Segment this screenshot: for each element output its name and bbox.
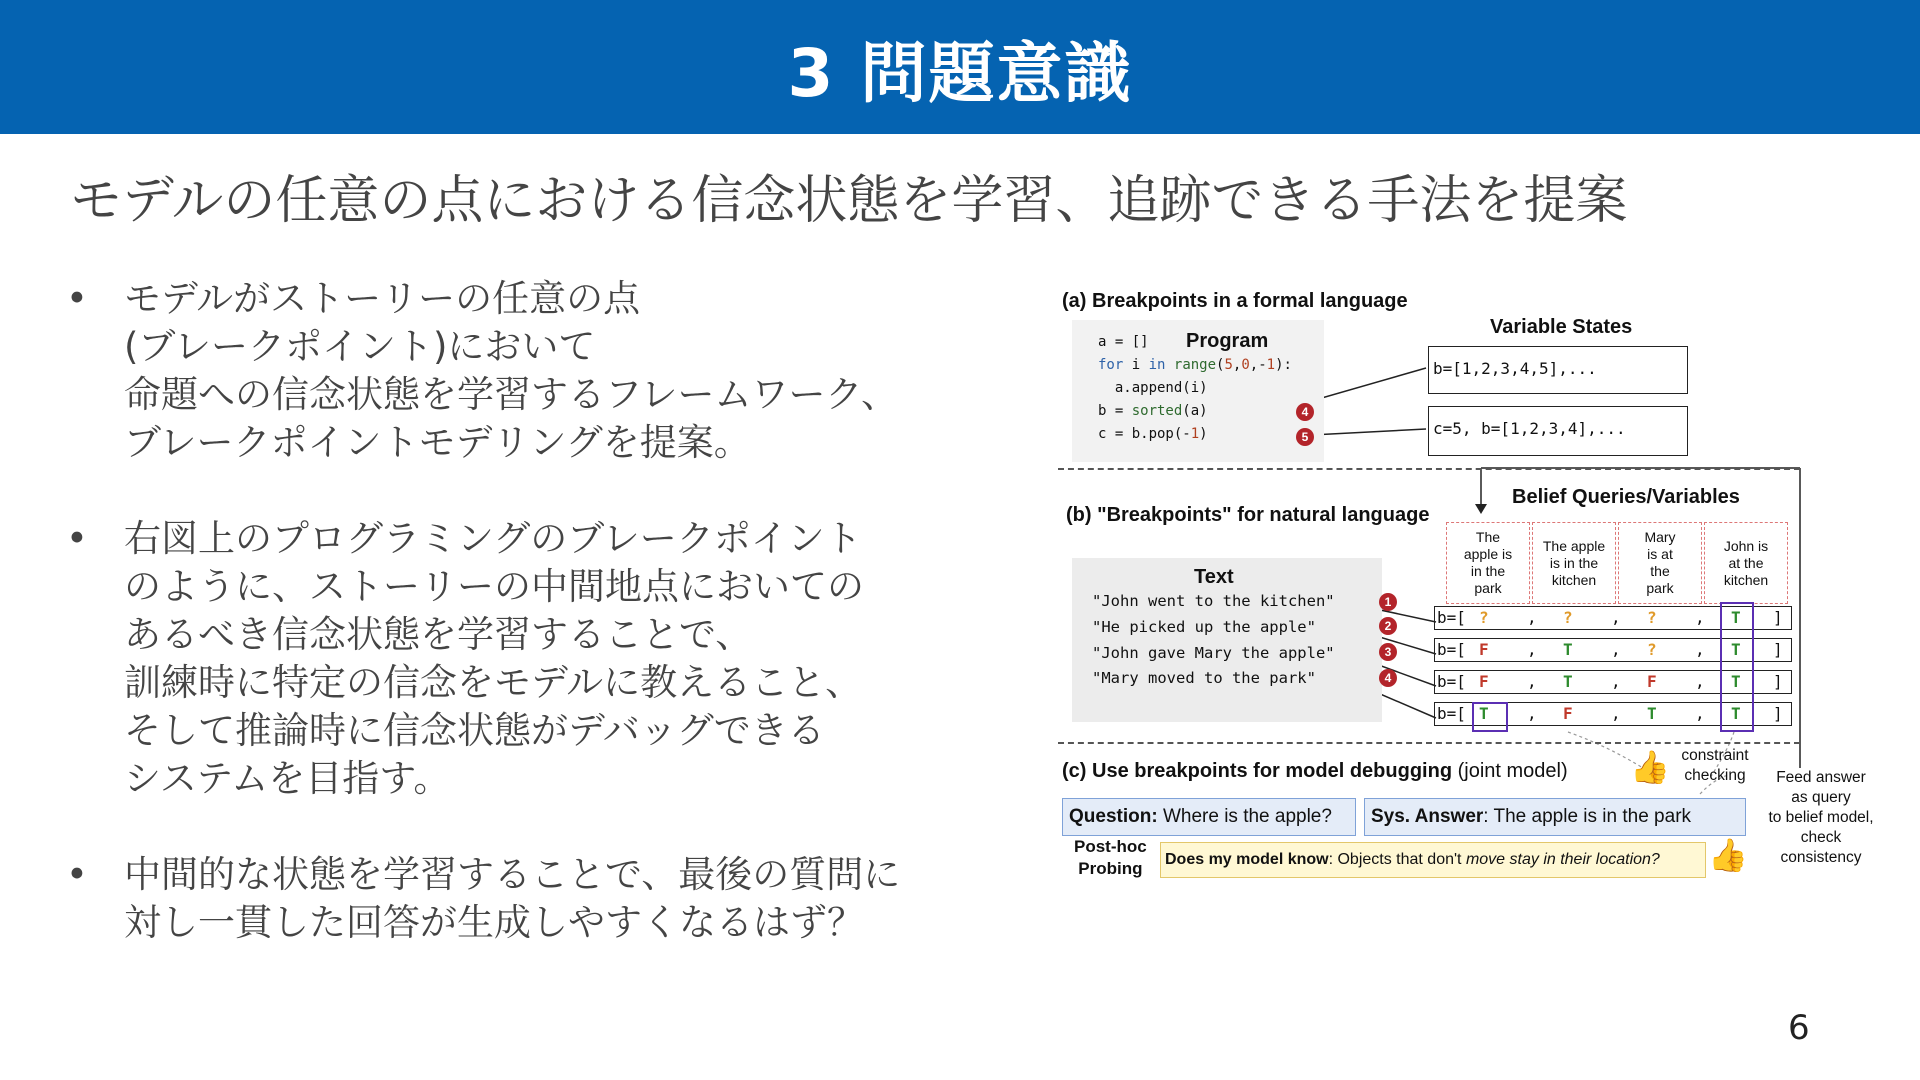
row-prefix: b=[: [1437, 640, 1466, 659]
code-line: [1098, 334, 1149, 350]
bullet-line: そして推論時に信念状態がデバッグできる: [124, 709, 825, 752]
bullet-line: ブレークポイントモデリングを提案。: [124, 421, 751, 464]
row-separator: ,: [1695, 704, 1705, 723]
story-line: "John gave Mary the apple": [1092, 644, 1335, 662]
code-line: [1098, 426, 1208, 442]
section-b-title: (b) "Breakpoints" for natural language: [1066, 504, 1430, 526]
code-token: ,: [1232, 357, 1242, 373]
bullet-line: 命題への信念状態を学習するフレームワーク、: [124, 373, 899, 416]
query-line: The apple: [1542, 537, 1606, 554]
story-text-box: [1072, 558, 1382, 722]
code-token: 0: [1241, 357, 1250, 373]
breakpoint-marker: 1: [1379, 593, 1397, 611]
program-label: Program: [1186, 330, 1269, 352]
belief-query: [1704, 522, 1788, 604]
story-line: "John went to the kitchen": [1092, 592, 1335, 610]
breakpoint-marker: 3: [1379, 643, 1397, 661]
bullet-item: [66, 851, 996, 947]
belief-value: T: [1731, 672, 1741, 691]
row-prefix: b=[: [1437, 672, 1466, 691]
query-line: apple is: [1463, 546, 1513, 562]
probe-text: : Objects that don't: [1328, 851, 1466, 868]
bullet-line: のように、ストーリーの中間地点においての: [124, 565, 864, 608]
row-separator: ,: [1611, 704, 1621, 723]
section-a-title: (a) Breakpoints in a formal language: [1062, 290, 1408, 312]
row-separator: ,: [1695, 672, 1705, 691]
question-box: [1062, 798, 1356, 836]
row-prefix: b=[: [1437, 608, 1466, 627]
row-separator: ,: [1527, 608, 1537, 627]
belief-value: T: [1731, 608, 1741, 627]
section-divider: [1058, 742, 1800, 744]
posthoc-probing-label: [1074, 836, 1147, 880]
code-token: 1: [1266, 357, 1276, 373]
posthoc-line: Post-hoc: [1074, 837, 1147, 856]
bullet-line: システムを目指す。: [124, 757, 451, 800]
code-token: ):: [1275, 357, 1292, 373]
breakpoint-marker: 4: [1379, 669, 1397, 687]
belief-value: T: [1731, 640, 1741, 659]
bullet-dot: •: [66, 517, 88, 560]
breakpoint-marker: 5: [1296, 428, 1314, 446]
belief-value: F: [1563, 704, 1573, 723]
bullet-line: (ブレークポイント)において: [124, 325, 596, 368]
code-token: ): [1199, 426, 1208, 442]
bullet-item: [66, 275, 996, 467]
final-belief-highlight: [1720, 602, 1754, 732]
breakpoint-figure: [1058, 280, 1888, 900]
code-token: [1165, 357, 1173, 373]
belief-value: T: [1731, 704, 1741, 723]
row-close: ]: [1773, 704, 1783, 723]
arrow-head: [1475, 504, 1487, 514]
row-separator: ,: [1527, 672, 1537, 691]
code-line: [1098, 380, 1208, 396]
code-token: a = []: [1098, 334, 1149, 350]
bullet-list: [66, 275, 996, 995]
row-separator: ,: [1695, 608, 1705, 627]
query-line: the: [1650, 563, 1670, 579]
belief-value: ?: [1563, 608, 1573, 627]
belief-value: ?: [1647, 608, 1657, 627]
bullet-dot: •: [66, 277, 88, 320]
row-separator: ,: [1611, 640, 1621, 659]
code-token: for: [1098, 357, 1124, 373]
constraint-checking-label: [1670, 746, 1760, 786]
thumbs-up-icon: 👍: [1630, 749, 1670, 785]
code-token: b =: [1098, 403, 1132, 419]
probe-italic: move stay in their location?: [1465, 851, 1660, 868]
probe-question-box: [1160, 842, 1706, 878]
code-token: (a): [1182, 403, 1208, 419]
query-line: kitchen: [1723, 571, 1769, 588]
feed-line: to belief model,: [1768, 809, 1874, 826]
code-token: a.append(i): [1098, 380, 1208, 396]
story-line: "Mary moved to the park": [1092, 669, 1316, 687]
row-close: ]: [1773, 640, 1783, 659]
row-separator: ,: [1527, 640, 1537, 659]
code-line: [1098, 357, 1292, 373]
story-line: "He picked up the apple": [1092, 618, 1316, 636]
bullet-line: あるべき信念状態を学習することで、: [124, 613, 753, 656]
constraint-line: constraint: [1681, 747, 1749, 764]
breakpoint-marker: 2: [1379, 617, 1397, 635]
slide-header: [0, 0, 1920, 134]
row-separator: ,: [1527, 704, 1537, 723]
bullet-item: [66, 515, 996, 803]
query-line: in the: [1470, 563, 1506, 579]
belief-query: [1618, 522, 1702, 604]
bullet-line: 右図上のプログラミングのブレークポイント: [124, 517, 862, 560]
variable-state-box: b=[1,2,3,4,5],...: [1428, 346, 1688, 394]
query-line: kitchen: [1551, 571, 1597, 588]
page-number: 6: [1788, 1008, 1810, 1048]
query-line: at the: [1728, 554, 1764, 571]
belief-value: ?: [1647, 640, 1657, 659]
query-line: park: [1646, 580, 1674, 596]
code-token: ,-: [1249, 357, 1267, 373]
feed-line: as query: [1791, 789, 1851, 806]
slide-title: 3 問題意識: [787, 34, 1133, 112]
question-label: Question:: [1069, 806, 1158, 827]
code-token: c = b.pop(-: [1098, 426, 1191, 442]
bullet-line: 中間的な状態を学習することで、最後の質問に: [124, 853, 901, 896]
section-divider: [1058, 468, 1800, 470]
belief-query: [1446, 522, 1530, 604]
system-answer-box: [1364, 798, 1746, 836]
bullet-line: 訓練時に特定の信念をモデルに教えること、: [124, 661, 863, 704]
row-separator: ,: [1695, 640, 1705, 659]
code-token: i: [1123, 357, 1149, 373]
code-token: range: [1173, 357, 1217, 373]
query-line: John is: [1723, 537, 1769, 554]
code-token: in: [1148, 357, 1166, 373]
feed-answer-note: [1756, 768, 1886, 868]
variable-states-label: Variable States: [1490, 316, 1633, 338]
row-close: ]: [1773, 672, 1783, 691]
feed-line: Feed answer: [1776, 769, 1866, 786]
question-text: Where is the apple?: [1162, 806, 1332, 827]
bullet-dot: •: [66, 853, 88, 896]
section-c-subtitle: (joint model): [1457, 760, 1568, 782]
code-token: 1: [1190, 426, 1200, 442]
constraint-line: checking: [1684, 767, 1746, 784]
belief-query: [1532, 522, 1616, 604]
belief-value: F: [1479, 672, 1489, 691]
belief-queries-label: Belief Queries/Variables: [1512, 486, 1740, 508]
row-close: ]: [1773, 608, 1783, 627]
probe-label: Does my model know: [1165, 851, 1329, 868]
feed-line: consistency: [1780, 849, 1862, 866]
answer-label: Sys. Answer: [1371, 806, 1484, 827]
thumbs-up-icon: 👍: [1708, 837, 1748, 873]
bullet-line: モデルがストーリーの任意の点: [124, 277, 641, 320]
query-line: park: [1474, 580, 1502, 596]
program-box: [1072, 320, 1324, 462]
apple-belief-highlight: [1472, 702, 1508, 732]
belief-value: F: [1647, 672, 1657, 691]
code-line: [1098, 403, 1208, 419]
belief-value: F: [1479, 640, 1489, 659]
belief-value: T: [1563, 640, 1573, 659]
query-line: Mary: [1644, 529, 1676, 545]
answer-text: : The apple is in the park: [1483, 806, 1692, 827]
text-label: Text: [1194, 566, 1234, 588]
section-c-title-bold: (c) Use breakpoints for model debugging: [1062, 760, 1453, 782]
feed-line: check: [1800, 829, 1842, 846]
row-prefix: b=[: [1437, 704, 1466, 723]
query-line: The: [1475, 529, 1501, 545]
belief-value: ?: [1479, 608, 1489, 627]
section-c-title: [1062, 760, 1568, 783]
bullet-line: 対し一貫した回答が生成しやすくなるはず？: [124, 901, 864, 944]
breakpoint-marker: 4: [1296, 403, 1314, 421]
query-line: is at: [1647, 546, 1673, 562]
code-token: 5: [1224, 357, 1233, 373]
code-token: sorted: [1131, 403, 1183, 419]
belief-value: T: [1479, 704, 1489, 723]
variable-state-box: c=5, b=[1,2,3,4],...: [1428, 406, 1688, 456]
query-line: is in the: [1549, 554, 1599, 571]
row-separator: ,: [1611, 608, 1621, 627]
code-token: (: [1216, 357, 1225, 373]
belief-value: T: [1647, 704, 1657, 723]
posthoc-line: Probing: [1078, 859, 1143, 878]
row-separator: ,: [1611, 672, 1621, 691]
belief-value: T: [1563, 672, 1573, 691]
slide-subtitle: モデルの任意の点における信念状態を学習、追跡できる手法を提案: [70, 171, 1628, 231]
